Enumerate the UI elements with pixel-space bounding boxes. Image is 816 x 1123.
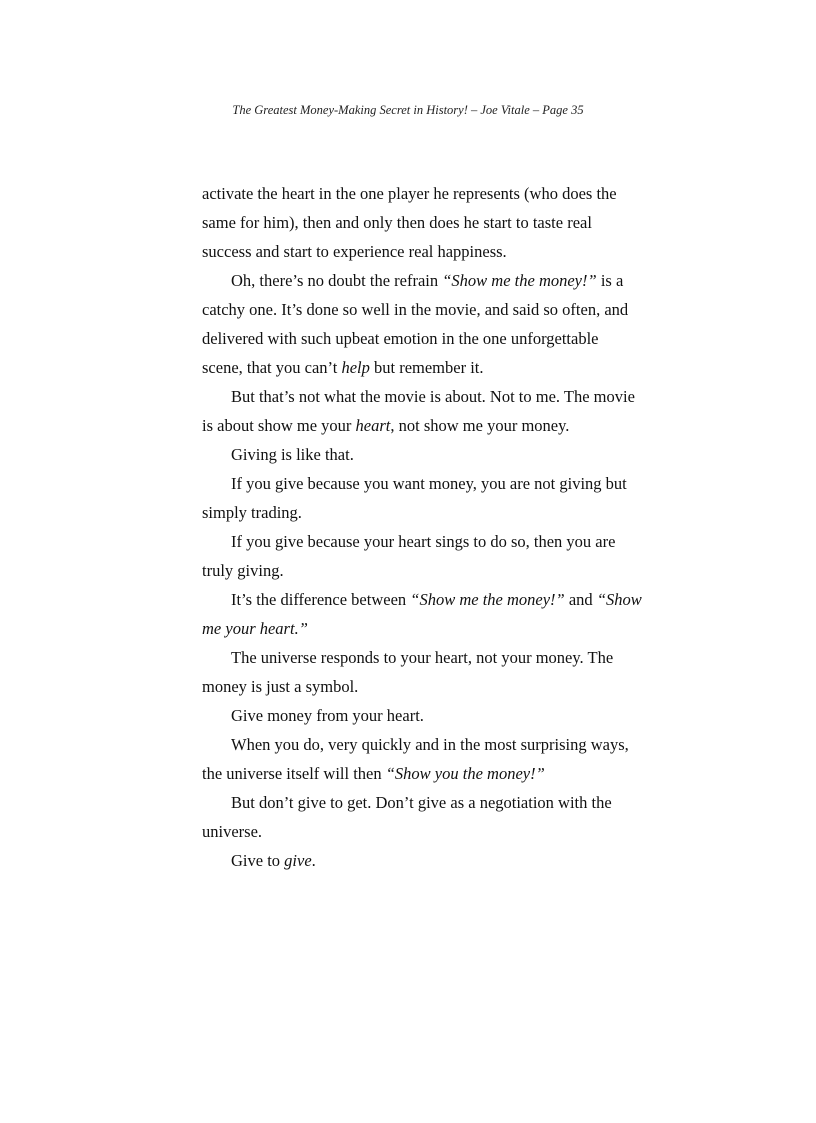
text-segment: But that’s not what the movie is about. Not to me. The movie is about show me your [202,387,635,435]
paragraph [202,179,642,266]
paragraph [202,440,642,469]
paragraph [202,730,642,788]
text-segment: Give to [231,851,285,870]
paragraph [202,266,642,382]
text-segment: If you give because you want money, you are not giving but simply trading. [202,474,627,522]
paragraph [202,643,642,701]
text-segment: but remember it. [369,358,484,377]
page-header: The Greatest Money-Making Secret in History! – Joe Vitale – Page 35 [232,103,584,117]
text-segment: If you give because your heart sings to do so, then you are truly giving. [202,532,616,580]
paragraph [202,585,642,643]
text-segment: . [311,851,316,870]
text-segment: When you do, very quickly and in the most surprising ways, the universe itself will then [202,735,629,783]
text-segment: Give money from your heart. [231,706,424,725]
text-segment: But don’t give to get. Don’t give as a negotiation with the universe. [202,793,612,841]
emphasis-text: give [284,851,312,870]
emphasis-text: “Show you the money!” [385,764,545,783]
emphasis-text: help [341,358,370,377]
body-text [202,179,642,875]
emphasis-text: “Show me the money!” [442,271,597,290]
emphasis-text: “Show me the money!” [410,590,565,609]
paragraph [202,701,642,730]
text-segment: It’s the difference between [231,590,411,609]
text-segment: is a catchy one. It’s done so well in the movie, and said so often, and delivered with such upbeat emotion in the one unforgettable scene, that you can’t [202,271,629,377]
paragraph [202,527,642,585]
emphasis-text: heart [355,416,391,435]
text-segment: activate the heart in the one player he represents (who does the same for him), then and only then does he start to taste real success and start to experience real happiness. [202,184,617,261]
text-segment: , not show me your money. [390,416,570,435]
paragraph [202,788,642,846]
paragraph [202,469,642,527]
paragraph [202,846,642,875]
paragraph [202,382,642,440]
text-segment: and [564,590,597,609]
text-segment: Oh, there’s no doubt the refrain [231,271,443,290]
emphasis-text: “Show me your heart.” [202,590,642,638]
text-segment: Giving is like that. [231,445,354,464]
text-segment: The universe responds to your heart, not your money. The money is just a symbol. [202,648,614,696]
